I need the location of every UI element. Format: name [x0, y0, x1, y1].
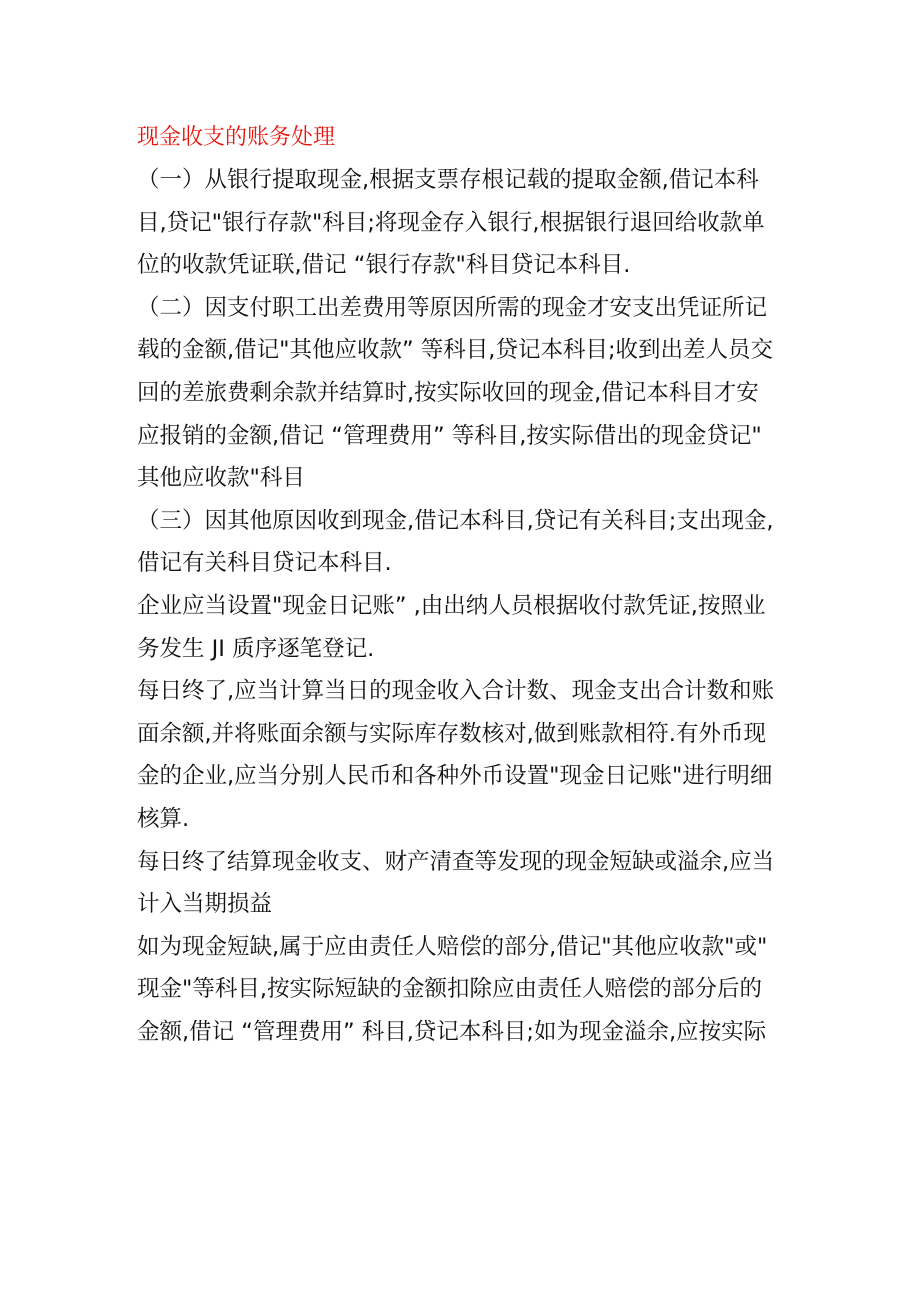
text-line: 每日终了结算现金收支、财产清查等发现的现金短缺或溢余,应当 — [137, 848, 775, 875]
text-line: （一）从银行提取现金,根据支票存根记载的提取金额,借记本科 — [137, 167, 759, 193]
text-line: 回的差旅费剩余款并结算时,按实际收回的现金,借记本科目才安 — [137, 379, 759, 406]
text-line: （二）因支付职工出差费用等原因所需的现金才安支出凭证所记 — [137, 294, 768, 321]
paragraph-bank-cash-withdrawal — [137, 159, 797, 287]
text-line: （三）因其他原因收到现金,借记本科目,贷记有关科目;支出现金, — [137, 507, 774, 534]
text-line: 目,贷记"银行存款"科目;将现金存入银行,根据银行退回给收款单 — [137, 209, 765, 236]
paragraph-daily-close — [137, 670, 797, 840]
text-line: 现金"等科目,按实际短缺的金额扣除应由责任人赔偿的部分后的 — [137, 976, 763, 1003]
text-line: 借记有关科目贷记本科目. — [137, 550, 392, 577]
document-body — [137, 117, 797, 1053]
text-line: 核算. — [137, 805, 190, 832]
text-line: 如为现金短缺,属于应由责任人赔偿的部分,借记"其他应收款"或" — [137, 933, 768, 960]
document-title: 现金收支的账务处理 — [137, 125, 336, 150]
text-line: 每日终了,应当计算当日的现金收入合计数、现金支出合计数和账 — [137, 678, 775, 705]
paragraph-shortage-entries — [137, 926, 797, 1054]
text-line: 金的企业,应当分别人民币和各种外币设置"现金日记账"进行明细 — [137, 763, 773, 790]
text-line: 位的收款凭证联,借记 “银行存款"科目贷记本科目. — [137, 252, 631, 279]
text-line: 务发生 JI 质序逐笔登记. — [137, 635, 375, 662]
paragraph-other-cash — [137, 500, 797, 585]
text-line: 金额,借记 “管理费用” 科目,贷记本科目;如为现金溢余,应按实际 — [137, 1018, 767, 1045]
text-line: 企业应当设置"现金日记账” ,由出纳人员根据收付款凭证,按照业 — [137, 592, 766, 619]
paragraph-travel-expense — [137, 287, 797, 500]
paragraph-shortage-surplus — [137, 841, 797, 926]
text-line: 应报销的金额,借记 “管理费用” 等科目,按实际借出的现金贷记" — [137, 422, 762, 449]
text-line: 面余额,并将账面余额与实际库存数核对,做到账款相符.有外币现 — [137, 720, 766, 747]
text-line: 载的金额,借记"其他应收款” 等科目,贷记本科目;收到出差人员交 — [137, 337, 774, 364]
text-line: 计入当期损益 — [137, 891, 273, 918]
text-line: 其他应收款"科目 — [137, 465, 305, 492]
paragraph-cash-journal — [137, 585, 797, 670]
